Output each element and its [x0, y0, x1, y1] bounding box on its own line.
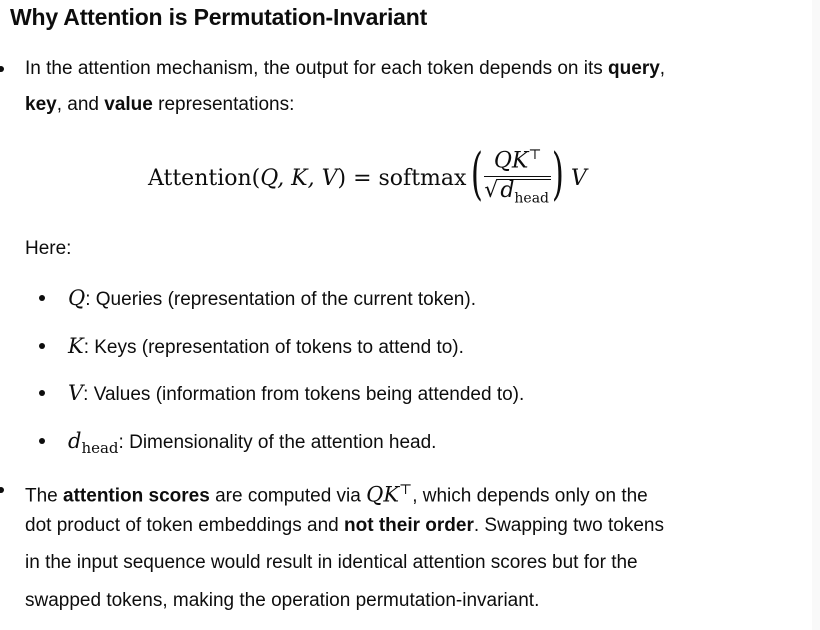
- list-item-bullet: [39, 438, 45, 444]
- formula-sqrt-sign: √: [484, 177, 499, 203]
- bullet2-qk: QK: [366, 482, 400, 507]
- formula-attention-label: Attention(: [148, 165, 261, 191]
- definition-text: : Values (information from tokens being attended to).: [83, 384, 525, 405]
- bullet2-attention-scores: attention scores: [63, 485, 210, 507]
- list-item-bullet: [39, 343, 45, 349]
- formula-numerator: [490, 147, 546, 176]
- bullet1-query: query: [608, 58, 660, 79]
- bullet2-line3: in the input sequence would result in identical attention scores but for the: [25, 552, 638, 573]
- formula-denominator: [484, 177, 551, 209]
- list-item-bullet: [39, 390, 45, 396]
- formula-fraction: [484, 147, 551, 210]
- page-title: Why Attention is Permutation-Invariant: [10, 4, 428, 30]
- bullet1-comma: ,: [659, 58, 666, 79]
- formula-sqrt-body: [498, 179, 551, 209]
- definition-text: : Dimensionality of the attention head.: [118, 432, 437, 453]
- bullet2-text-d: dot product of token embeddings and: [25, 515, 345, 536]
- bullet1-key: key: [25, 94, 57, 115]
- here-label: Here:: [25, 238, 72, 259]
- bullet1-text-b: , and: [56, 94, 105, 115]
- formula-transpose: ⊤: [528, 146, 542, 163]
- bullet-dot: [0, 66, 4, 72]
- bullet2-text-e: . Swapping two tokens: [473, 515, 664, 536]
- bullet2-not-their-order: not their order: [344, 515, 474, 536]
- page-right-edge: [812, 0, 820, 630]
- bullet1-value: value: [104, 94, 153, 115]
- definition-subscript: head: [81, 438, 119, 457]
- list-item-bullet: [39, 295, 45, 301]
- bullet2-line2: [25, 513, 664, 539]
- definition-symbol: K: [68, 334, 84, 358]
- formula-v: V: [570, 165, 587, 191]
- definition-symbol: V: [68, 381, 84, 405]
- formula-close-paren: ): [337, 165, 347, 191]
- formula-args: Q, K, V: [260, 165, 338, 191]
- bullet1-text-a: In the attention mechanism, the output for each token depends on its: [25, 58, 609, 79]
- bullet2-transpose: ⊤: [399, 482, 413, 498]
- formula-head-subscript: head: [514, 190, 550, 207]
- definition-item-q: [68, 285, 476, 313]
- bullet1-line1: [25, 56, 665, 82]
- attention-formula: [148, 140, 587, 216]
- bullet2-line1: [25, 477, 648, 509]
- formula-softmax: softmax: [378, 165, 467, 191]
- definition-symbol: d: [68, 429, 82, 453]
- definition-text: : Queries (representation of the current token).: [85, 289, 476, 310]
- bullet2-text-a: The: [25, 485, 64, 507]
- formula-right-paren: ): [551, 142, 564, 207]
- bullet1-text-c: representations:: [152, 94, 295, 115]
- formula-qk: QK: [493, 147, 529, 173]
- formula-equals: =: [346, 165, 379, 191]
- bullet2-text-c: , which depends only on the: [412, 485, 648, 507]
- bullet2-line4: swapped tokens, making the operation permutation-invariant.: [25, 590, 540, 611]
- definition-text: : Keys (representation of tokens to attend to).: [83, 337, 464, 358]
- formula-d: d: [500, 177, 515, 203]
- bullet1-line2: [25, 92, 294, 118]
- definition-item-k: [68, 333, 464, 361]
- formula-left-paren: (: [471, 142, 484, 207]
- bullet2-text-b: are computed via: [209, 485, 367, 507]
- bullet-dot: [0, 487, 4, 493]
- definition-item-v: [68, 380, 524, 408]
- definition-symbol: Q: [68, 286, 86, 310]
- definition-item-dhead: [68, 428, 436, 461]
